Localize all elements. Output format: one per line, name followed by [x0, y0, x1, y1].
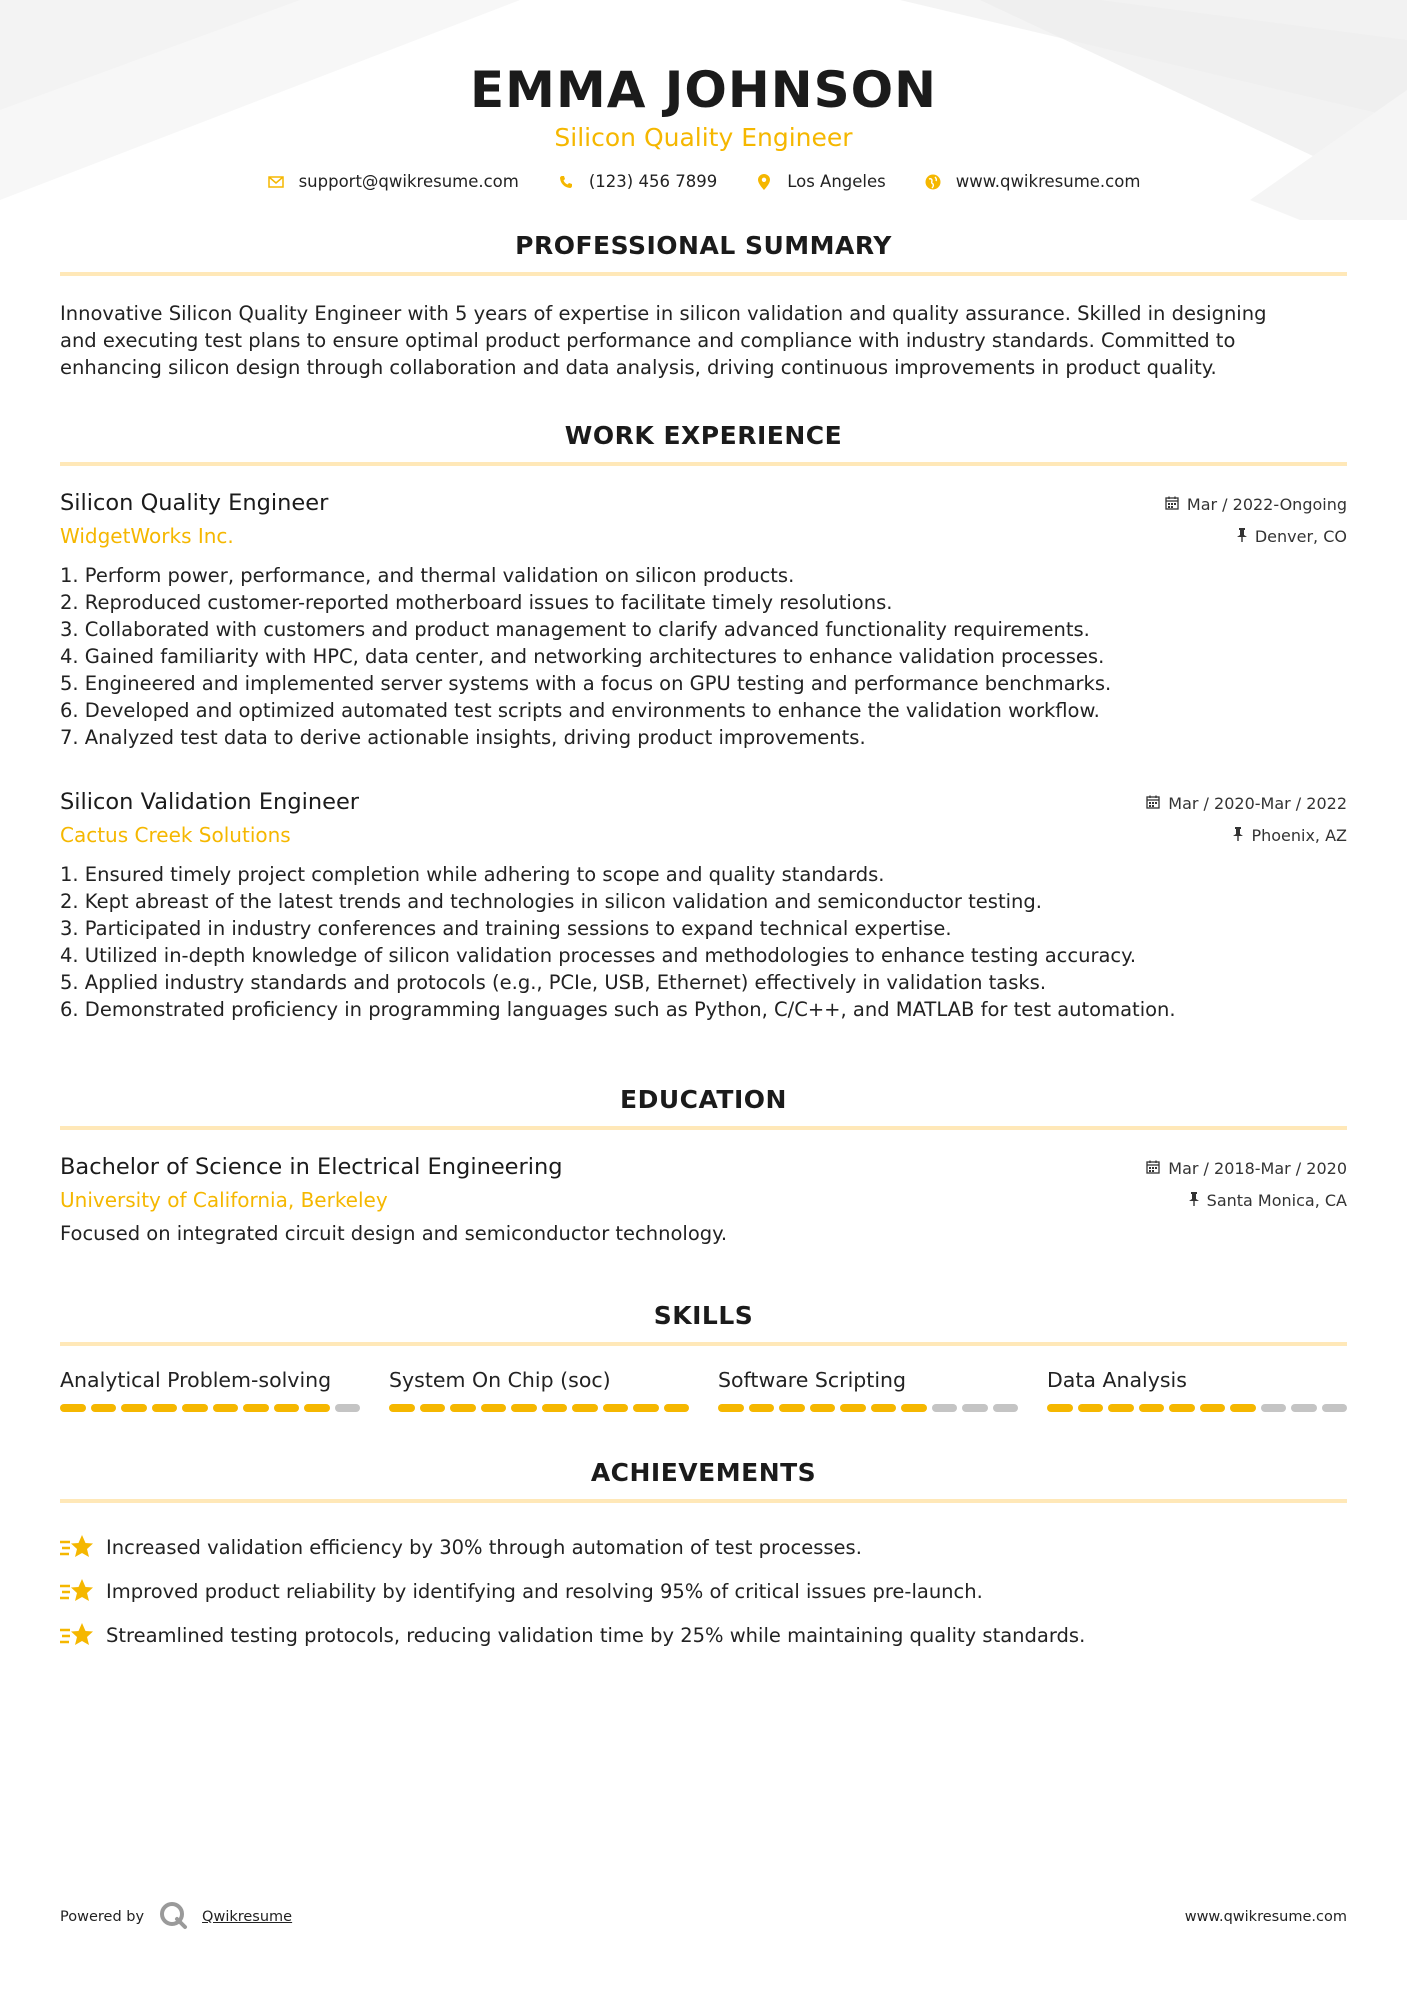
candidate-role: Silicon Quality Engineer	[554, 123, 853, 152]
job-bullet: 2. Kept abreast of the latest trends and technologies in silicon validation and semiconductor testing.	[60, 890, 1042, 913]
experience-title: WORK EXPERIENCE	[564, 421, 843, 450]
skill-segment-filled	[481, 1404, 507, 1412]
shooting-star-icon	[60, 1620, 94, 1650]
skill-segment-empty	[335, 1404, 361, 1412]
job-bullet: 1. Perform power, performance, and thermal validation on silicon products.	[60, 564, 795, 587]
contact-bar	[60, 172, 1347, 191]
powered-by-label: Powered by	[60, 1909, 145, 1925]
brand-link[interactable]: Qwikresume	[202, 1909, 293, 1925]
skill-segment-empty	[1261, 1404, 1287, 1412]
skill-name: Software Scripting	[718, 1368, 907, 1392]
skill-item	[60, 1368, 360, 1412]
job-bullet: 2. Reproduced customer-reported motherboard issues to facilitate timely resolutions.	[60, 591, 893, 614]
skill-segment-filled	[1078, 1404, 1104, 1412]
skill-item	[718, 1368, 1018, 1412]
skill-segment-filled	[304, 1404, 330, 1412]
skill-segment-filled	[450, 1404, 476, 1412]
skill-segment-empty	[932, 1404, 958, 1412]
summary-text	[60, 300, 1347, 381]
skill-segment-filled	[420, 1404, 446, 1412]
summary-line: Innovative Silicon Quality Engineer with 5 years of expertise in silicon validation and quality assurance. Skilled in designing	[60, 302, 1267, 325]
section-divider	[60, 1499, 1347, 1503]
skill-segment-filled	[389, 1404, 415, 1412]
pushpin-icon	[1233, 826, 1243, 845]
skill-segment-filled	[633, 1404, 659, 1412]
education-section	[60, 1085, 1347, 1245]
skill-segment-empty	[962, 1404, 988, 1412]
job-bullets	[60, 562, 1347, 751]
section-divider	[60, 1342, 1347, 1346]
skill-segment-filled	[182, 1404, 208, 1412]
skill-segment-filled	[749, 1404, 775, 1412]
calendar-icon	[1146, 794, 1160, 813]
summary-title: PROFESSIONAL SUMMARY	[515, 231, 892, 260]
skill-segment-filled	[243, 1404, 269, 1412]
job-bullet: 4. Utilized in-depth knowledge of silicon validation processes and methodologies to enhance testing accuracy.	[60, 944, 1137, 967]
skill-segment-filled	[1047, 1404, 1073, 1412]
skill-segment-filled	[810, 1404, 836, 1412]
skill-level-bar	[1047, 1404, 1347, 1412]
skill-name: Data Analysis	[1047, 1368, 1187, 1392]
calendar-icon	[1146, 1159, 1160, 1178]
skills-section	[60, 1301, 1347, 1412]
achievements-title: ACHIEVEMENTS	[590, 1458, 817, 1487]
globe-icon	[924, 173, 942, 191]
contact-website-text: www.qwikresume.com	[955, 172, 1141, 191]
skill-segment-filled	[60, 1404, 86, 1412]
skill-segment-filled	[1139, 1404, 1165, 1412]
skill-segment-filled	[152, 1404, 178, 1412]
job-bullet: 3. Participated in industry conferences and training sessions to expand technical expertise.	[60, 917, 952, 940]
job-bullet: 7. Analyzed test data to derive actionable insights, driving product improvements.	[60, 726, 866, 749]
skill-segment-empty	[1291, 1404, 1317, 1412]
section-divider	[60, 272, 1347, 276]
summary-section	[60, 231, 1347, 381]
achievement-item	[60, 1569, 1347, 1613]
job-dates-text: Mar / 2020-Mar / 2022	[1168, 794, 1347, 813]
skill-segment-filled	[871, 1404, 897, 1412]
job-bullets	[60, 861, 1347, 1023]
skill-segment-filled	[121, 1404, 147, 1412]
skill-segment-filled	[1200, 1404, 1226, 1412]
skill-level-bar	[389, 1404, 689, 1412]
education-title: EDUCATION	[620, 1085, 787, 1114]
company-name: Cactus Creek Solutions	[60, 823, 291, 847]
education-dates-text: Mar / 2018-Mar / 2020	[1168, 1159, 1347, 1178]
achievement-item	[60, 1613, 1347, 1657]
shooting-star-icon	[60, 1576, 94, 1606]
skill-segment-filled	[1108, 1404, 1134, 1412]
job-bullet: 6. Demonstrated proficiency in programming languages such as Python, C/C++, and MATLAB for test automation.	[60, 998, 1176, 1021]
experience-section	[60, 421, 1347, 1023]
skill-segment-filled	[1230, 1404, 1256, 1412]
skill-segment-filled	[718, 1404, 744, 1412]
job-dates	[1146, 794, 1347, 813]
contact-phone[interactable]	[557, 172, 717, 191]
school-name: University of California, Berkeley	[60, 1188, 388, 1212]
skill-segment-filled	[603, 1404, 629, 1412]
job-bullet: 6. Developed and optimized automated test scripts and environments to enhance the validation workflow.	[60, 699, 1100, 722]
job-location-text: Denver, CO	[1254, 526, 1347, 546]
education-description: Focused on integrated circuit design and semiconductor technology.	[60, 1222, 728, 1245]
skill-segment-filled	[1169, 1404, 1195, 1412]
skill-segment-empty	[1322, 1404, 1348, 1412]
achievement-item	[60, 1525, 1347, 1569]
skill-segment-filled	[213, 1404, 239, 1412]
contact-website[interactable]	[924, 172, 1141, 191]
envelope-icon	[267, 173, 285, 191]
skill-segment-filled	[274, 1404, 300, 1412]
skill-item	[1047, 1368, 1347, 1412]
phone-icon	[557, 173, 575, 191]
skill-level-bar	[60, 1404, 360, 1412]
job-title: Silicon Quality Engineer	[60, 490, 329, 516]
skills-title: SKILLS	[653, 1301, 754, 1330]
skill-segment-filled	[542, 1404, 568, 1412]
skill-segment-filled	[91, 1404, 117, 1412]
education-location	[1189, 1191, 1347, 1210]
skill-level-bar	[718, 1404, 1018, 1412]
skill-segment-filled	[840, 1404, 866, 1412]
education-location-text: Santa Monica, CA	[1206, 1190, 1347, 1210]
contact-phone-text: (123) 456 7899	[588, 172, 718, 191]
job-bullet: 1. Ensured timely project completion while adhering to scope and quality standards.	[60, 863, 885, 886]
achievement-text: Increased validation efficiency by 30% through automation of test processes.	[106, 1535, 862, 1559]
skill-segment-filled	[664, 1404, 690, 1412]
candidate-name: EMMA JOHNSON	[470, 61, 937, 119]
summary-line: and executing test plans to ensure optimal product performance and compliance with industry standards. Committed to	[60, 329, 1236, 352]
skill-segment-filled	[511, 1404, 537, 1412]
job-location	[1237, 527, 1347, 546]
section-divider	[60, 462, 1347, 466]
contact-location-text: Los Angeles	[787, 172, 886, 191]
calendar-icon	[1165, 495, 1179, 514]
summary-line: enhancing silicon design through collaboration and data analysis, driving continuous improvements in product quality.	[60, 356, 1217, 379]
skill-item	[389, 1368, 689, 1412]
section-divider	[60, 1126, 1347, 1130]
contact-location	[755, 172, 886, 191]
degree-title: Bachelor of Science in Electrical Engineering	[60, 1154, 563, 1180]
skill-segment-empty	[993, 1404, 1019, 1412]
page-footer	[60, 1900, 1347, 1934]
education-entry	[60, 1154, 1347, 1245]
skill-name: System On Chip (soc)	[389, 1368, 611, 1392]
job-location	[1233, 826, 1347, 845]
company-name: WidgetWorks Inc.	[60, 524, 234, 548]
job-bullet: 4. Gained familiarity with HPC, data center, and networking architectures to enhance validation processes.	[60, 645, 1105, 668]
pushpin-icon	[1189, 1191, 1199, 1210]
job-dates	[1165, 495, 1347, 514]
job-bullet: 3. Collaborated with customers and product management to clarify advanced functionality requirements.	[60, 618, 1090, 641]
job-entry	[60, 490, 1347, 751]
job-dates-text: Mar / 2022-Ongoing	[1186, 495, 1347, 514]
education-dates	[1146, 1159, 1347, 1178]
skills-grid	[60, 1368, 1347, 1412]
job-bullet: 5. Applied industry standards and protocols (e.g., PCIe, USB, Ethernet) effectively in validation tasks.	[60, 971, 1047, 994]
skill-segment-filled	[572, 1404, 598, 1412]
qwikresume-logo-icon	[158, 1900, 188, 1934]
shooting-star-icon	[60, 1532, 94, 1562]
job-location-text: Phoenix, AZ	[1251, 825, 1347, 845]
achievements-section	[60, 1458, 1347, 1657]
map-pin-icon	[755, 173, 773, 191]
achievement-text: Improved product reliability by identifying and resolving 95% of critical issues pre-launch.	[106, 1579, 983, 1603]
achievement-text: Streamlined testing protocols, reducing validation time by 25% while maintaining quality standards.	[106, 1623, 1086, 1647]
skill-name: Analytical Problem-solving	[60, 1368, 332, 1392]
job-entry	[60, 789, 1347, 1023]
skill-segment-filled	[779, 1404, 805, 1412]
skill-segment-filled	[901, 1404, 927, 1412]
footer-website[interactable]: www.qwikresume.com	[1184, 1909, 1347, 1925]
job-title: Silicon Validation Engineer	[60, 789, 360, 815]
contact-email-text: support@qwikresume.com	[298, 172, 519, 191]
contact-email[interactable]	[267, 172, 519, 191]
job-bullet: 5. Engineered and implemented server systems with a focus on GPU testing and performance benchmarks.	[60, 672, 1112, 695]
achievements-list	[60, 1525, 1347, 1657]
pushpin-icon	[1237, 527, 1247, 546]
